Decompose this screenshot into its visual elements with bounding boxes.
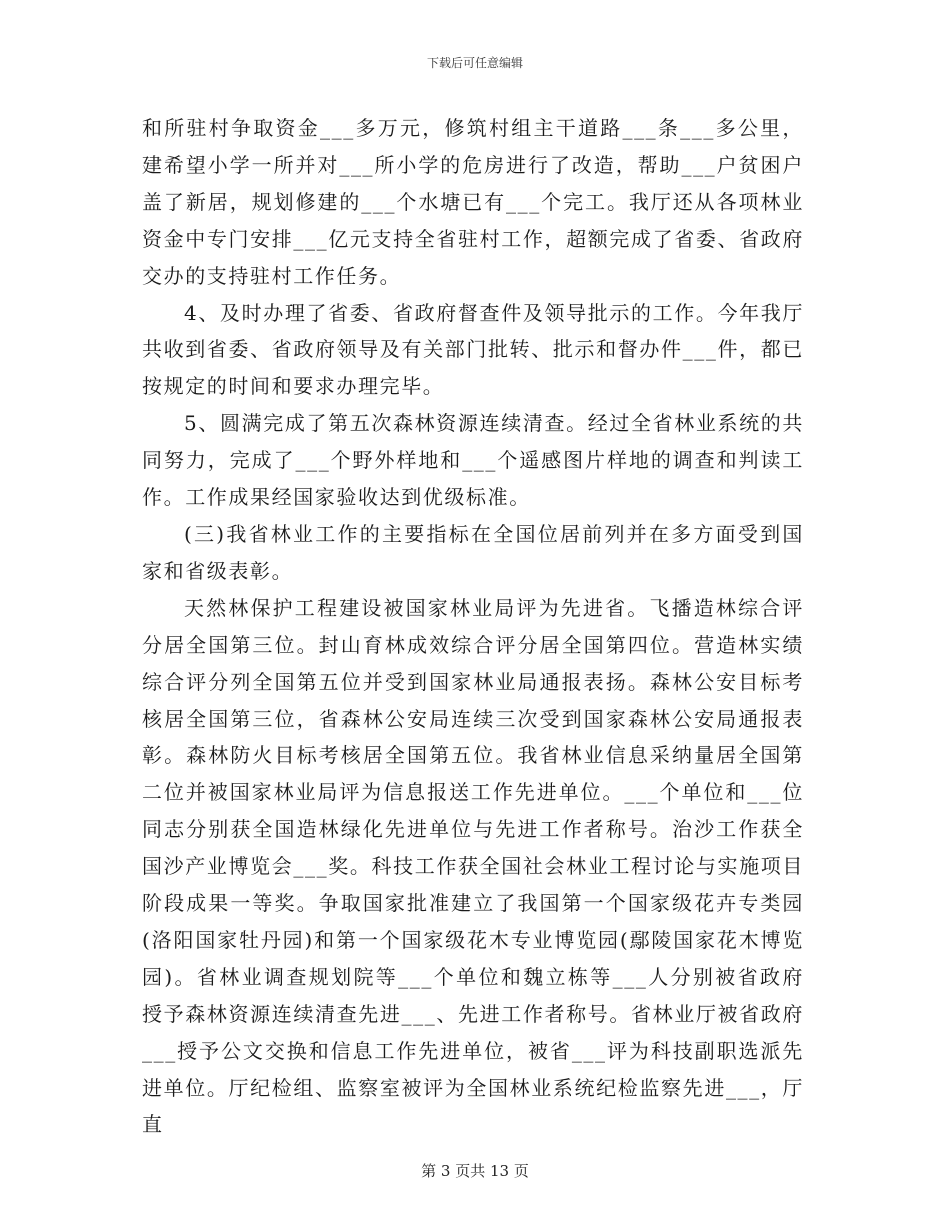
paragraph-continuation: 和所驻村争取资金___多万元，修筑村组主干道路___条___多公里，建希望小学一所并对___所小学的危房进行了改造，帮助___户贫困户盖了新居，规划修建的___个水塘已有___个完工。我厅还从各项林业资金中专门安排___亿元支持全省驻村工作，超额完成了省委、省政府交办的支持驻村工作任务。 bbox=[142, 116, 804, 288]
page-header: 下载后可任意编辑 bbox=[426, 56, 523, 70]
paragraph-achievements: 天然林保护工程建设被国家林业局评为先进省。飞播造林综合评分居全国第三位。封山育林成效综合评分居全国第四位。营造林实绩综合评分列全国第五位并受到国家林业局通报表扬。森林公安目标考核居全国第三位，省森林公安局连续三次受到国家森林公安局通报表彰。森林防火目标考核居全国第五位。我省林业信息采纳量居全国第二位并被国家林业局评为信息报送工作先进单位。___个单位和___位同志分别获全国造林绿化先进单位与先进工作者称号。治沙工作获全国沙产业博览会___奖。科技工作获全国社会林业工程讨论与实施项目阶段成果一等奖。争取国家批准建立了我国第一个国家级花卉专类园(洛阳国家牡丹园)和第一个国家级花木专业博览园(鄢陵国家花木博览园)。省林业调查规划院等___个单位和魏立栋等___人分别被省政府授予森林资源连续清查先进___、先进工作者称号。省林业厅被省政府___授予公文交换和信息工作先进单位，被省___评为科技副职选派先进单位。厅纪检组、监察室被评为全国林业系统纪检监察先进___，厅直 bbox=[142, 595, 804, 1137]
document-body bbox=[142, 110, 804, 1143]
page-number: 第 3 页共 13 页 bbox=[421, 1162, 529, 1180]
paragraph-item-5: 5、圆满完成了第五次森林资源连续清查。经过全省林业系统的共同努力，完成了___个野外样地和___个遥感图片样地的调查和判读工作。工作成果经国家验收达到优级标准。 bbox=[142, 411, 804, 510]
section-heading-3: (三)我省林业工作的主要指标在全国位居前列并在多方面受到国家和省级表彰。 bbox=[142, 521, 804, 583]
paragraph-item-4: 4、及时办理了省委、省政府督查件及领导批示的工作。今年我厅共收到省委、省政府领导及有关部门批转、批示和督办件___件，都已按规定的时间和要求办理完毕。 bbox=[142, 300, 804, 399]
